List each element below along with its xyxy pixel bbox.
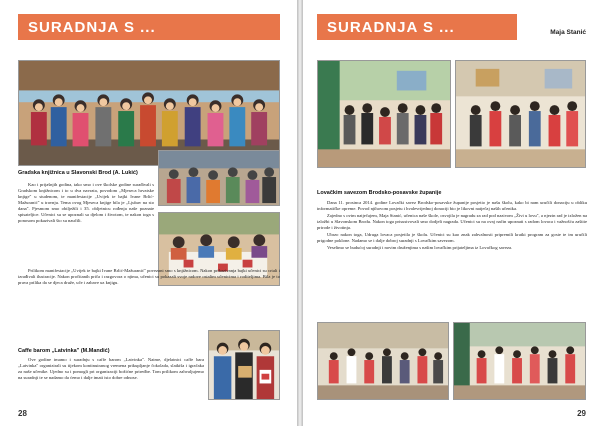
caffe-section-title: Caffe barom „Latvinka" (M.Mandić) bbox=[18, 348, 110, 354]
hunters-program-photo-2-image bbox=[454, 323, 585, 399]
hunters-visit-photo-2 bbox=[455, 60, 586, 168]
caffe-paragraph: Ove godine imamo i suradnju s caffe barom „Latvinka". Naime, djelatnici caffe bara „Latvinka" organizirali su tijekom kontinuiranog vremena prikupljanje čokolada, slatkiša i igračaka za naše učenike. Ujedno su i pomogli pri organizaciji božićne priredbe. Tom prilikom zahvaljujemo na suradnji te se nadamo da ćemo i dalje imati isto dobre odnose. bbox=[18, 357, 204, 380]
hunters-program-photo-1-image bbox=[318, 323, 448, 399]
library-article-text bbox=[18, 182, 154, 225]
hunters-closing: Veselimo se budućoj suradnji i novim druženjima s našim lovačkim prijateljima iz Lovačkog saveza. bbox=[327, 245, 513, 250]
hunters-section-title: Lovačkim savezom Brodsko-posavske županije bbox=[317, 190, 442, 196]
left-page-number: 28 bbox=[18, 409, 27, 418]
library-kids-photo-image bbox=[159, 151, 279, 205]
left-banner: SURADNJA S ... bbox=[18, 14, 280, 40]
library-paragraph-1: Kao i prijašnjih godina, tako smo i ove školske godine surađivali s Gradskom knjižnicom i to u dva navrata, povodom „Mjeseca hrvatske knjige" u studenom, te manifestacije „Uvijek te bajki Ivane Brlić-Mažuranić" u travnju. Tema ovog Mjeseca knjige bila je „Ljubav na sto dana". Pjesmom smo obilježili i 35. obljetnicu rođenja naše poznate spisateljice. Učenici su se upoznali sa djelom i životom, te nakon toga s ponosom pokazivali što su naučili. bbox=[18, 182, 154, 223]
author-name: Maja Stanić bbox=[550, 29, 586, 36]
library-paragraph-2: Prilikom manifestacije „Uvijek te bajki Ivane Brlić-Mažuranić" povezani smo s knjižnicom. Nakon prikazivanja bajki učenici su crtali i izrađivali ilustracije. Nakon pročitanih priča i razgovora o njima, učenici su pokazali svoje radove ostalim učenicima i roditeljima. Bila je to prava prilika da se djeca druže, uče i zabave uz knjigu. bbox=[18, 268, 280, 285]
caffe-article-text bbox=[18, 357, 204, 382]
hunters-visit-photo-2-image bbox=[456, 61, 585, 167]
right-banner: SURADNJA S ... bbox=[317, 14, 517, 40]
library-article-text-continued bbox=[18, 268, 280, 287]
right-page-number: 29 bbox=[577, 409, 586, 418]
hunters-visit-photo-1 bbox=[317, 60, 451, 168]
caffe-photo bbox=[208, 330, 280, 400]
library-photo-caption: Gradska knjižnica u Slavonski Brod (A. Lukić) bbox=[18, 170, 138, 176]
hunters-paragraph-2: Zajedno s ovim natječajem, Maja Stanić, učenica naše škole, osvojila je nagradu za rad pod nazivom „Živi u lovu", a njezin rad je izložen na izložbi u Slavonskom Brodu. Nakon toga prisustvovali smo dodjeli nagrada. Učenici su na ovaj način upoznati s radom lovaca i važnošću zaštite prirode i životinja. bbox=[317, 213, 587, 230]
hunters-article-text bbox=[317, 200, 587, 252]
right-page bbox=[303, 0, 600, 426]
hunters-paragraph-3: Ubrzo nakon toga, Udruga lovaca posjetila je školu. Učenici su kao znak zahvalnosti pripremili kratki program za goste te im uručili prigodne poklone. Nadamo se i dalje dobroj suradnji s Lovačkim savezom. bbox=[317, 232, 587, 243]
library-kids-photo bbox=[158, 150, 280, 206]
caffe-photo-image bbox=[209, 331, 279, 399]
hunters-program-photo-2 bbox=[453, 322, 586, 400]
hunters-visit-photo-1-image bbox=[318, 61, 450, 167]
hunters-paragraph-1: Dana 11. prosinca 2014. godine Lovački savez Brodsko-posavske županije posjetio je našu školu, kako bi nam uručili donaciju u obliku informatičke opreme. Povod njihovom posjetu i hvalevrijednoj donaciji bio je likovni natječaj naših učenika. bbox=[317, 200, 587, 211]
hunters-program-photo-1 bbox=[317, 322, 449, 400]
left-page bbox=[0, 0, 297, 426]
